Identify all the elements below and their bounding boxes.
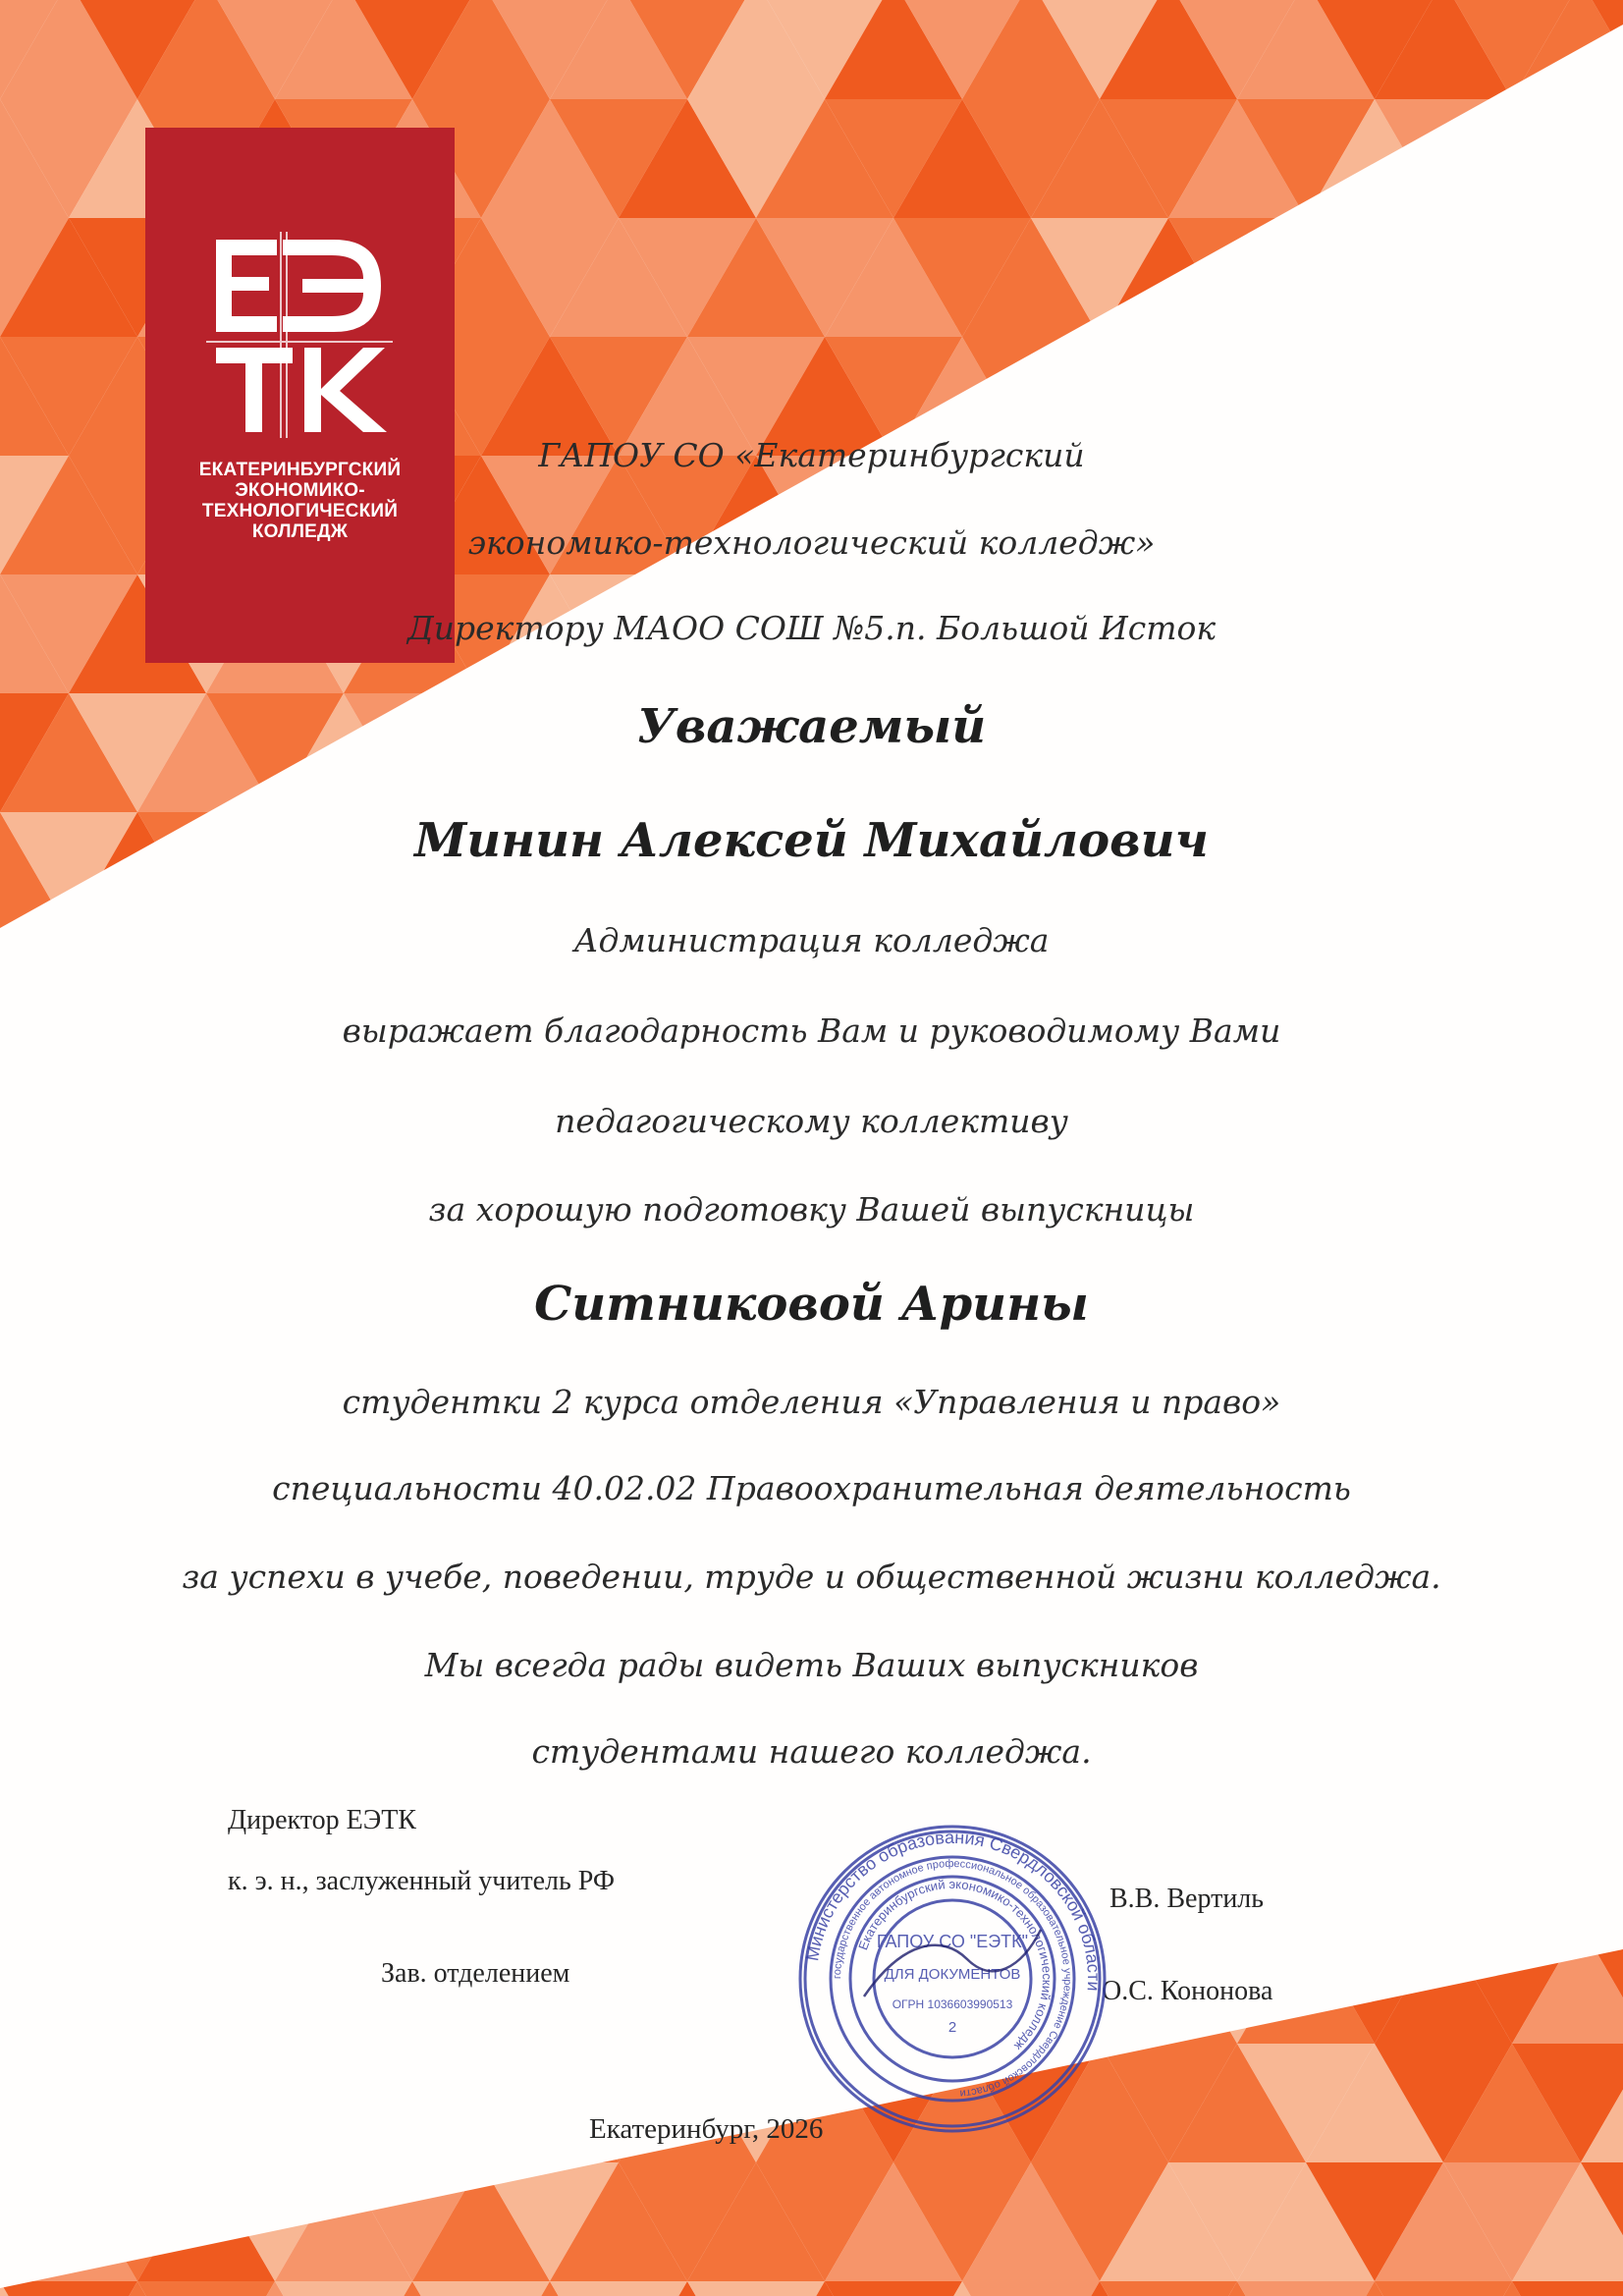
greeting: Уважаемый	[636, 699, 987, 754]
pattern-triangle	[0, 2162, 137, 2281]
body-line-1: Администрация колледжа	[573, 921, 1050, 959]
header-line-1: ГАПОУ СО «Екатеринбургский	[538, 436, 1085, 474]
pattern-triangle	[0, 1925, 137, 2044]
pattern-triangle	[825, 2281, 962, 2296]
pattern-triangle	[1375, 2281, 1512, 2296]
pattern-triangle	[344, 2044, 481, 2162]
student-name: Ситниковой Арины	[534, 1277, 1089, 1332]
pattern-triangle	[275, 2044, 412, 2162]
pattern-triangle	[206, 1925, 344, 2044]
pattern-triangle	[1581, 99, 1623, 218]
body-line-8: Мы всегда рады видеть Ваших выпускников	[424, 1646, 1199, 1684]
pattern-triangle	[137, 1925, 275, 2044]
director-degree: к. э. н., заслуженный учитель РФ	[228, 1866, 615, 1896]
logo-name-line-2: ЭКОНОМИКО-ТЕХНОЛОГИЧЕСКИЙ	[201, 480, 399, 521]
pattern-triangle	[412, 2281, 550, 2296]
head-name: О.С. Кононова	[1102, 1976, 1273, 2006]
pattern-triangle	[137, 2162, 275, 2281]
pattern-triangle	[1375, 99, 1512, 218]
stamp-short-name: ГАПОУ СО "ЕЭТК"	[876, 1932, 1029, 1951]
pattern-triangle	[69, 2044, 206, 2162]
pattern-triangle	[0, 2162, 69, 2281]
pattern-triangle	[1100, 2281, 1237, 2296]
body-line-6: специальности 40.02.02 Правоохранительная деятельность	[272, 1469, 1351, 1507]
pattern-triangle	[1443, 99, 1581, 218]
header-line-3: Директору МАОО СОШ №5.п. Большой Исток	[406, 609, 1217, 647]
director-name: В.В. Вертиль	[1109, 1884, 1265, 1914]
pattern-triangle	[1512, 99, 1623, 218]
pattern-triangle	[137, 2281, 275, 2296]
pattern-triangle	[1443, 218, 1581, 337]
pattern-triangle	[0, 2044, 137, 2162]
city-year: Екатеринбург, 2026	[589, 2113, 824, 2145]
pattern-triangle	[1512, 2281, 1623, 2296]
pattern-triangle	[1306, 218, 1443, 337]
logo-name-line-3: КОЛЛЕДЖ	[251, 521, 349, 542]
pattern-triangle	[1375, 218, 1512, 337]
pattern-triangle	[275, 2281, 412, 2296]
pattern-triangle	[1581, 218, 1623, 337]
stamp-ring-text: государственное автономное профессиональное образовательное учреждение Свердловской области	[831, 1857, 1074, 2100]
body-line-9: студентами нашего колледжа.	[531, 1732, 1092, 1771]
stamp-inner-text: Екатеринбургский экономико-технологический колледж	[855, 1876, 1055, 2054]
recipient-name: Минин Алексей Михайлович	[414, 813, 1209, 868]
pattern-triangle	[550, 2281, 687, 2296]
header-line-2: экономико-технологический колледж»	[467, 523, 1156, 562]
body-line-2: выражает благодарность Вам и руководимому Вами	[342, 1011, 1281, 1050]
pattern-triangle	[1512, 218, 1623, 337]
pattern-triangle	[687, 2281, 825, 2296]
director-title: Директор ЕЭТК	[228, 1805, 416, 1835]
pattern-triangle	[412, 2044, 550, 2162]
pattern-triangle	[0, 1925, 69, 2044]
pattern-triangle	[1237, 2281, 1375, 2296]
college-logo	[145, 128, 455, 663]
pattern-triangle	[137, 2044, 275, 2162]
stamp-ogrn: ОГРН 1036603990513	[892, 1997, 1013, 2011]
pattern-triangle	[1237, 218, 1375, 337]
pattern-triangle	[619, 1925, 756, 2044]
official-stamp	[795, 1822, 1109, 2136]
stamp-center-label: ДЛЯ ДОКУМЕНТОВ	[884, 1966, 1021, 1983]
pattern-triangle	[0, 2044, 69, 2162]
logo-name-line-1: ЕКАТЕРИНБУРГСКИЙ	[198, 460, 402, 480]
pattern-triangle	[962, 2281, 1100, 2296]
body-line-4: за хорошую подготовку Вашей выпускницы	[428, 1190, 1195, 1229]
pattern-triangle	[206, 2044, 344, 2162]
pattern-triangle	[0, 2281, 137, 2296]
stamp-number: 2	[947, 2019, 957, 2036]
pattern-triangle	[69, 1925, 206, 2044]
pattern-triangle	[550, 1925, 687, 2044]
stamp-outer-text: Министерство образования Свердловской области	[802, 1827, 1105, 1993]
body-line-3: педагогическому коллективу	[555, 1102, 1068, 1140]
body-line-7: за успехи в учебе, поведении, труде и общественной жизни колледжа.	[182, 1558, 1441, 1596]
head-title: Зав. отделением	[381, 1958, 570, 1989]
body-line-5: студентки 2 курса отделения «Управления и право»	[342, 1383, 1281, 1421]
pattern-triangle	[1168, 218, 1306, 337]
college-logo-mark	[206, 232, 393, 438]
